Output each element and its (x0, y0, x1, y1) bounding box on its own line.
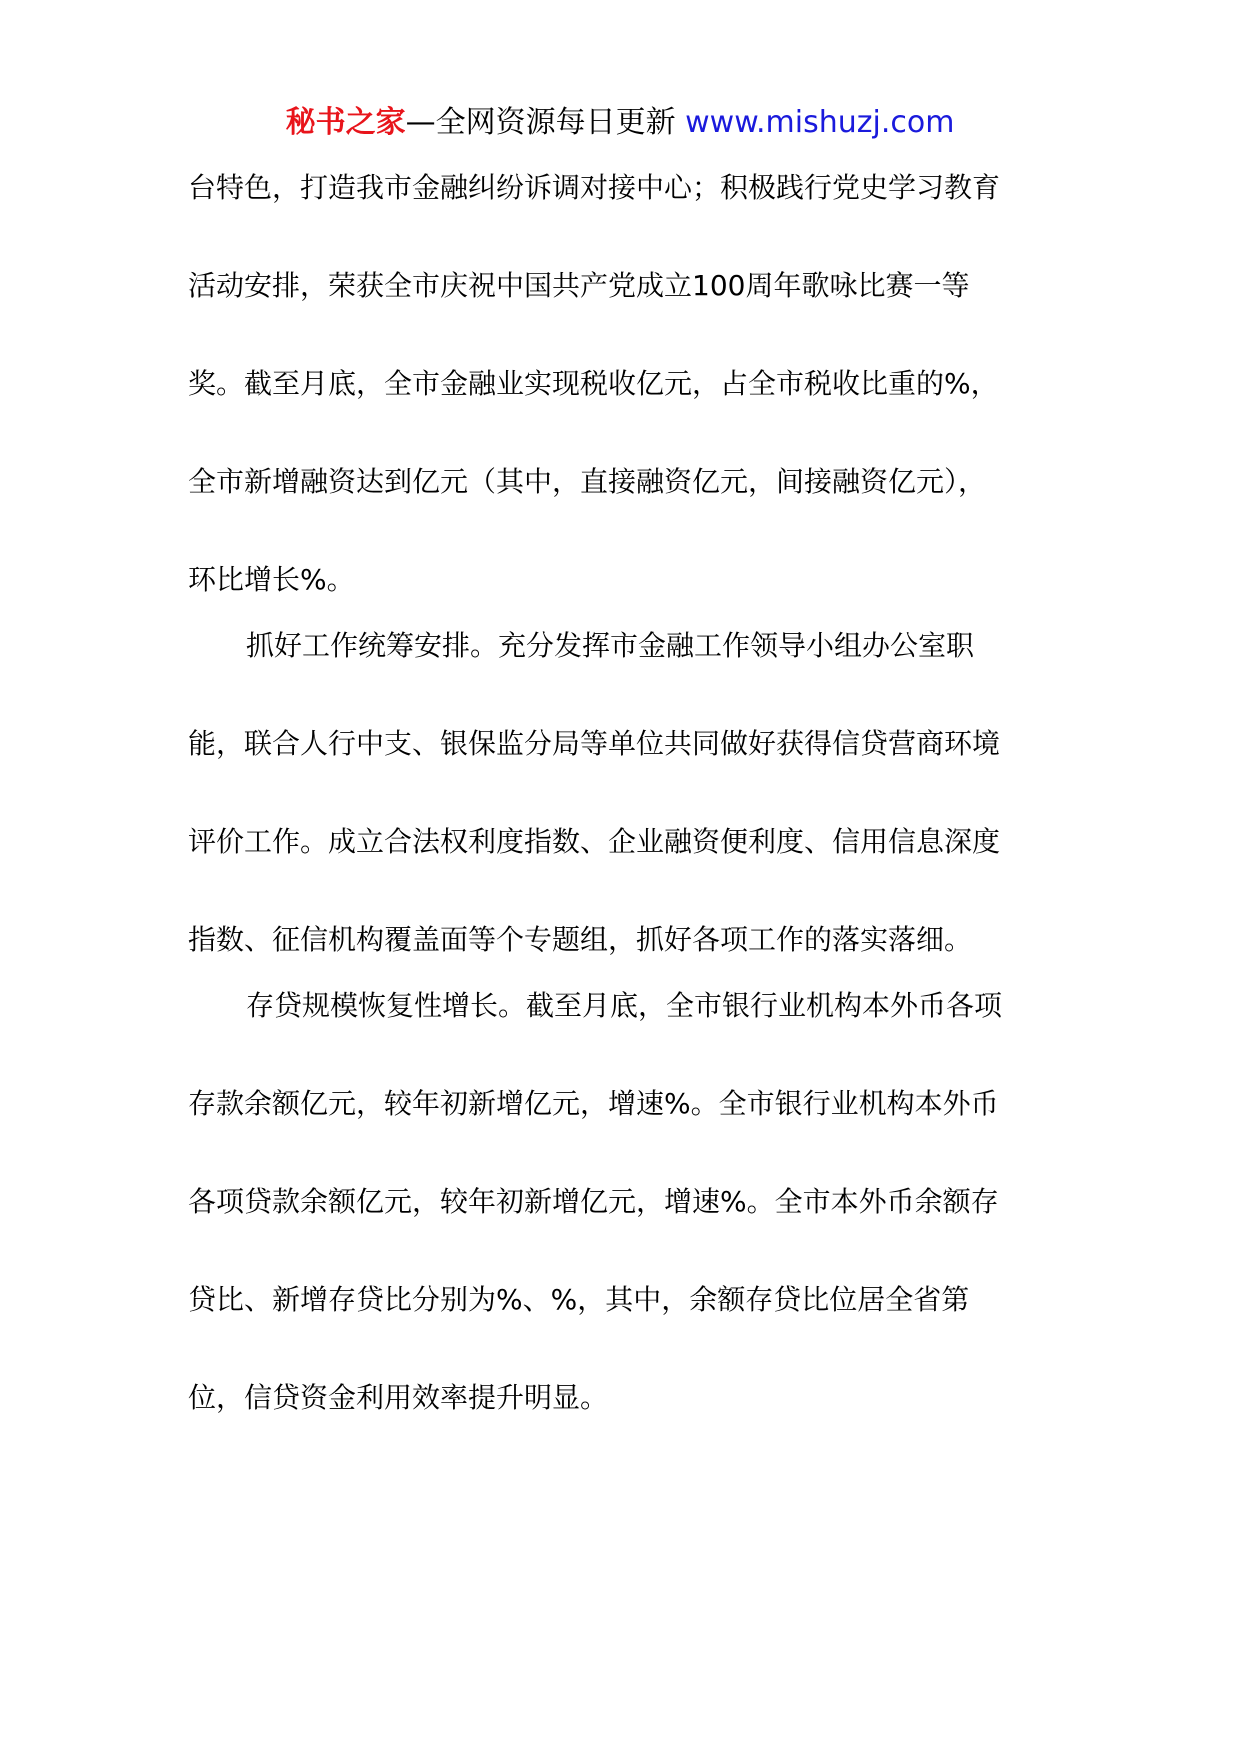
text-line: 存款余额亿元，较年初新增亿元，增速%。全市银行业机构本外币 (188, 1087, 999, 1120)
paragraph-2 (188, 626, 1053, 960)
text-line: 指数、征信机构覆盖面等个专题组，抓好各项工作的落实落细。 (188, 923, 973, 956)
text-line: 各项贷款余额亿元，较年初新增亿元，增速%。全市本外币余额存 (188, 1185, 999, 1218)
paragraph-1 (188, 168, 1053, 600)
page-header (0, 103, 1240, 143)
text-line: 贷比、新增存贷比分别为%、%，其中，余额存贷比位居全省第 (188, 1283, 970, 1316)
document-body (188, 168, 1053, 1418)
text-line: 活动安排，荣获全市庆祝中国共产党成立100周年歌咏比赛一等 (188, 269, 970, 302)
text-line: 奖。截至月底，全市金融业实现税收亿元，占全市税收比重的%， (188, 367, 999, 400)
text-line: 存贷规模恢复性增长。截至月底，全市银行业机构本外币各项 (246, 989, 1003, 1022)
header-url-link[interactable]: www.mishuzj.com (685, 105, 955, 140)
text-line: 能，联合人行中支、银保监分局等单位共同做好获得信贷营商环境 (188, 727, 1001, 760)
text-line: 全市新增融资达到亿元（其中，直接融资亿元，间接融资亿元）， (188, 465, 987, 498)
text-line: 评价工作。成立合法权利度指数、企业融资便利度、信用信息深度 (188, 825, 1001, 858)
paragraph-3 (188, 986, 1053, 1418)
text-line: 台特色，打造我市金融纠纷诉调对接中心；积极践行党史学习教育 (188, 171, 1001, 204)
header-brand: 秘书之家 (285, 105, 406, 140)
text-line: 环比增长%。 (188, 563, 355, 596)
text-line: 位，信贷资金利用效率提升明显。 (188, 1381, 609, 1414)
text-line: 抓好工作统筹安排。充分发挥市金融工作领导小组办公室职 (246, 629, 975, 662)
header-tagline: —全网资源每日更新 (405, 105, 676, 140)
